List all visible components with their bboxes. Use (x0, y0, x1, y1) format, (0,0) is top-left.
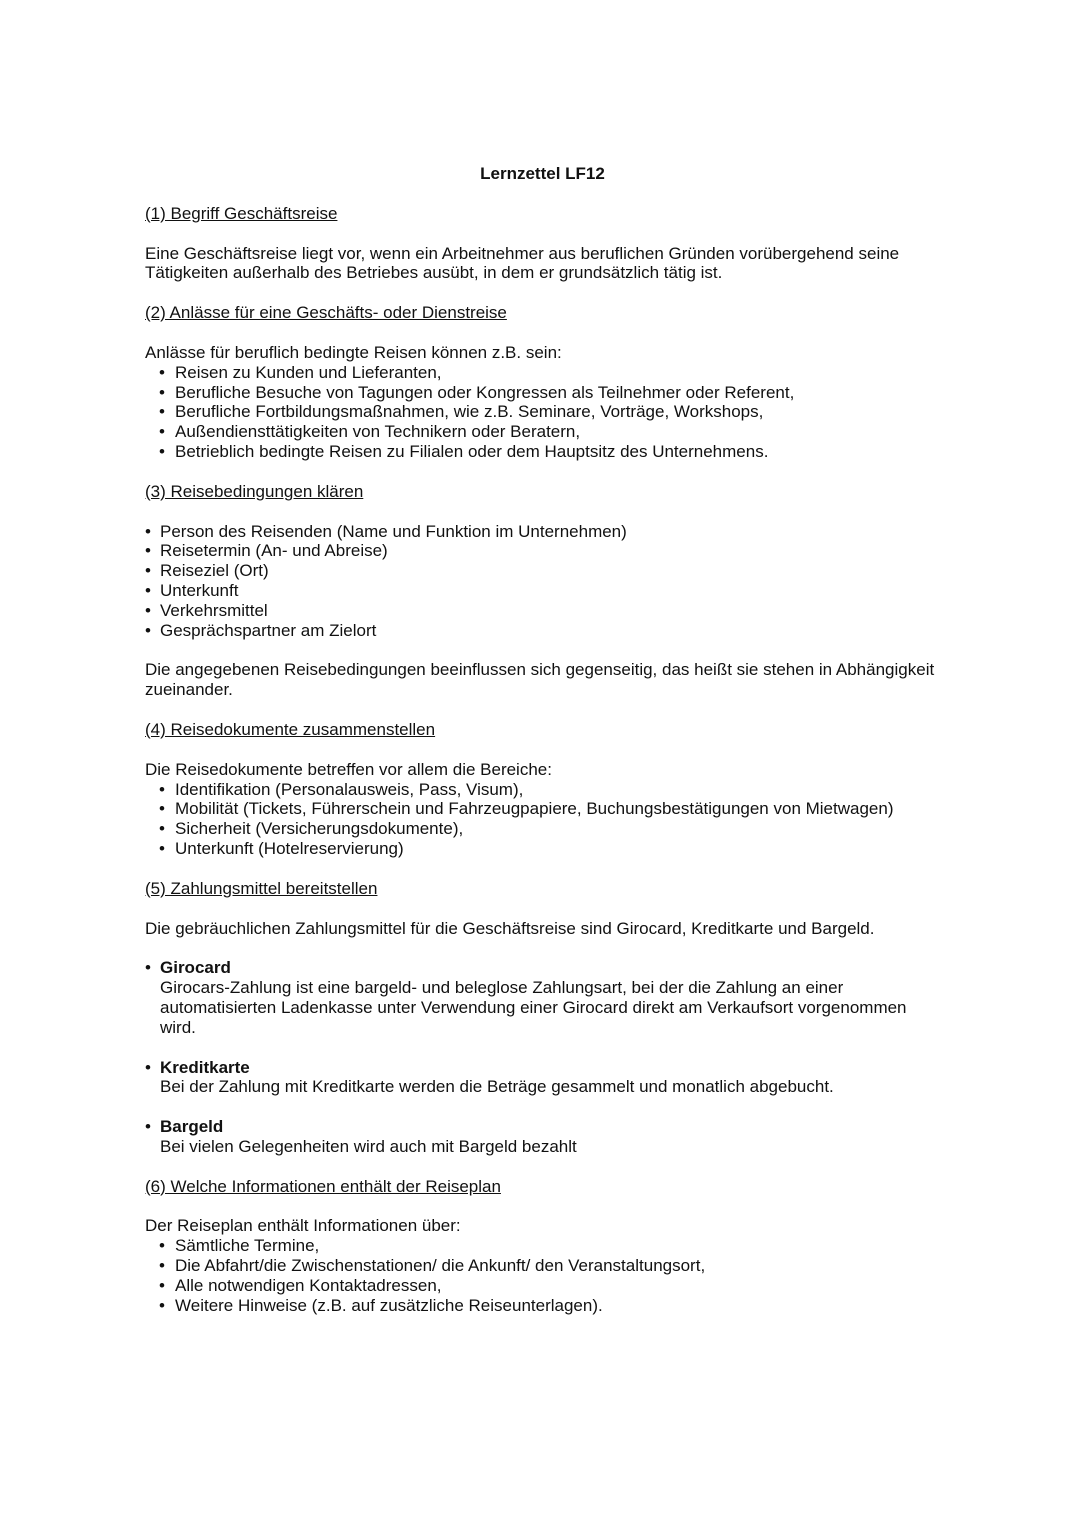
section-6-intro: Der Reiseplan enthält Informationen über: (145, 1216, 461, 1236)
bullet-icon: • (159, 1256, 165, 1276)
list-item: • Verkehrsmittel (145, 600, 268, 620)
bullet-icon: • (145, 541, 151, 561)
page-title: Lernzettel LF12 (480, 164, 605, 183)
list-item: • Gesprächspartner am Zielort (145, 620, 377, 640)
section-4-intro: Die Reisedokumente betreffen vor allem die Bereiche: (145, 759, 552, 779)
section-3-text: Die angegebenen Reisebedingungen beeinflussen sich gegenseitig, das heißt sie stehen in Abhängigkeit zueinander. (145, 660, 935, 700)
section-6-list (145, 1236, 940, 1315)
list-item: • Berufliche Besuche von Tagungen oder Kongressen als Teilnehmer oder Referent, (159, 382, 795, 402)
bullet-icon: • (145, 600, 151, 620)
bullet-icon: • (145, 620, 151, 640)
section-3-heading: (3) Reisebedingungen klären (145, 481, 364, 501)
bullet-icon: • (145, 958, 151, 978)
payment-text: Bei der Zahlung mit Kreditkarte werden die Beträge gesammelt und monatlich abgebucht. (160, 1077, 834, 1097)
section-5-heading: (5) Zahlungsmittel bereitstellen (145, 878, 378, 898)
list-item: • Sämtliche Termine, (159, 1236, 320, 1256)
bullet-icon: • (145, 1117, 151, 1137)
bullet-icon: • (159, 382, 165, 402)
bullet-icon: • (159, 819, 165, 839)
payment-name: Girocard (160, 958, 231, 978)
bullet-icon: • (159, 362, 165, 382)
list-item: • Außendiensttätigkeiten von Technikern oder Beratern, (159, 422, 581, 442)
list-item: • Identifikation (Personalausweis, Pass, Visum), (159, 779, 524, 799)
list-item: • Person des Reisenden (Name und Funktion im Unternehmen) (145, 521, 627, 541)
payment-item-bargeld (145, 1117, 940, 1157)
bullet-icon: • (159, 441, 165, 461)
bullet-icon: • (159, 1236, 165, 1256)
payment-text: Girocars-Zahlung ist eine bargeld- und beleglose Zahlungsart, bei der die Zahlung an einer automatisierten Ladenkasse unter Verwendung einer Girocard direkt am Verkaufsort vorgenommen wird. (160, 978, 907, 1037)
section-5-text: Die gebräuchlichen Zahlungsmittel für die Geschäftsreise sind Girocard, Kreditkarte und Bargeld. (145, 918, 875, 938)
section-2-heading: (2) Anlässe für eine Geschäfts- oder Dienstreise (145, 303, 507, 323)
list-item: • Unterkunft (145, 580, 239, 600)
list-item: • Berufliche Fortbildungsmaßnahmen, wie z.B. Seminare, Vorträge, Workshops, (159, 402, 764, 422)
list-item: • Reisetermin (An- und Abreise) (145, 541, 388, 561)
section-2-intro: Anlässe für beruflich bedingte Reisen können z.B. sein: (145, 342, 562, 362)
section-6-heading: (6) Welche Informationen enthält der Reiseplan (145, 1176, 501, 1196)
bullet-icon: • (159, 422, 165, 442)
bullet-icon: • (159, 838, 165, 858)
list-item: • Betrieblich bedingte Reisen zu Filialen oder dem Hauptsitz des Unternehmens. (159, 441, 769, 461)
bullet-icon: • (159, 402, 165, 422)
section-4-list (145, 780, 940, 859)
list-item: • Reiseziel (Ort) (145, 561, 269, 581)
payment-item-girocard (145, 958, 940, 1037)
bullet-icon: • (145, 521, 151, 541)
payment-name: Bargeld (160, 1117, 224, 1137)
section-2-list (145, 363, 940, 462)
payment-name: Kreditkarte (160, 1057, 250, 1077)
section-1-heading: (1) Begriff Geschäftsreise (145, 203, 338, 223)
bullet-icon: • (159, 799, 165, 819)
bullet-icon: • (159, 779, 165, 799)
list-item: • Mobilität (Tickets, Führerschein und Fahrzeugpapiere, Buchungsbestätigungen von Mietwagen) (159, 799, 894, 819)
list-item: • Unterkunft (Hotelreservierung) (159, 838, 404, 858)
list-item: • Die Abfahrt/die Zwischenstationen/ die Ankunft/ den Veranstaltungsort, (159, 1256, 706, 1276)
bullet-icon: • (159, 1275, 165, 1295)
bullet-icon: • (145, 561, 151, 581)
bullet-icon: • (159, 1295, 165, 1315)
section-4-heading: (4) Reisedokumente zusammenstellen (145, 719, 436, 739)
payment-item-kreditkarte (145, 1058, 940, 1098)
list-item: • Alle notwendigen Kontaktadressen, (159, 1275, 442, 1295)
section-1-text: Eine Geschäftsreise liegt vor, wenn ein Arbeitnehmer aus beruflichen Gründen vorübergehend seine Tätigkeiten außerhalb des Betriebes ausübt, in dem er grundsätzlich tätig ist. (145, 243, 900, 283)
list-item: • Sicherheit (Versicherungsdokumente), (159, 819, 464, 839)
bullet-icon: • (145, 580, 151, 600)
section-3-list (145, 522, 940, 641)
payment-text: Bei vielen Gelegenheiten wird auch mit Bargeld bezahlt (160, 1136, 577, 1156)
list-item: • Reisen zu Kunden und Lieferanten, (159, 362, 442, 382)
bullet-icon: • (145, 1057, 151, 1077)
list-item: • Weitere Hinweise (z.B. auf zusätzliche Reiseunterlagen). (159, 1295, 603, 1315)
